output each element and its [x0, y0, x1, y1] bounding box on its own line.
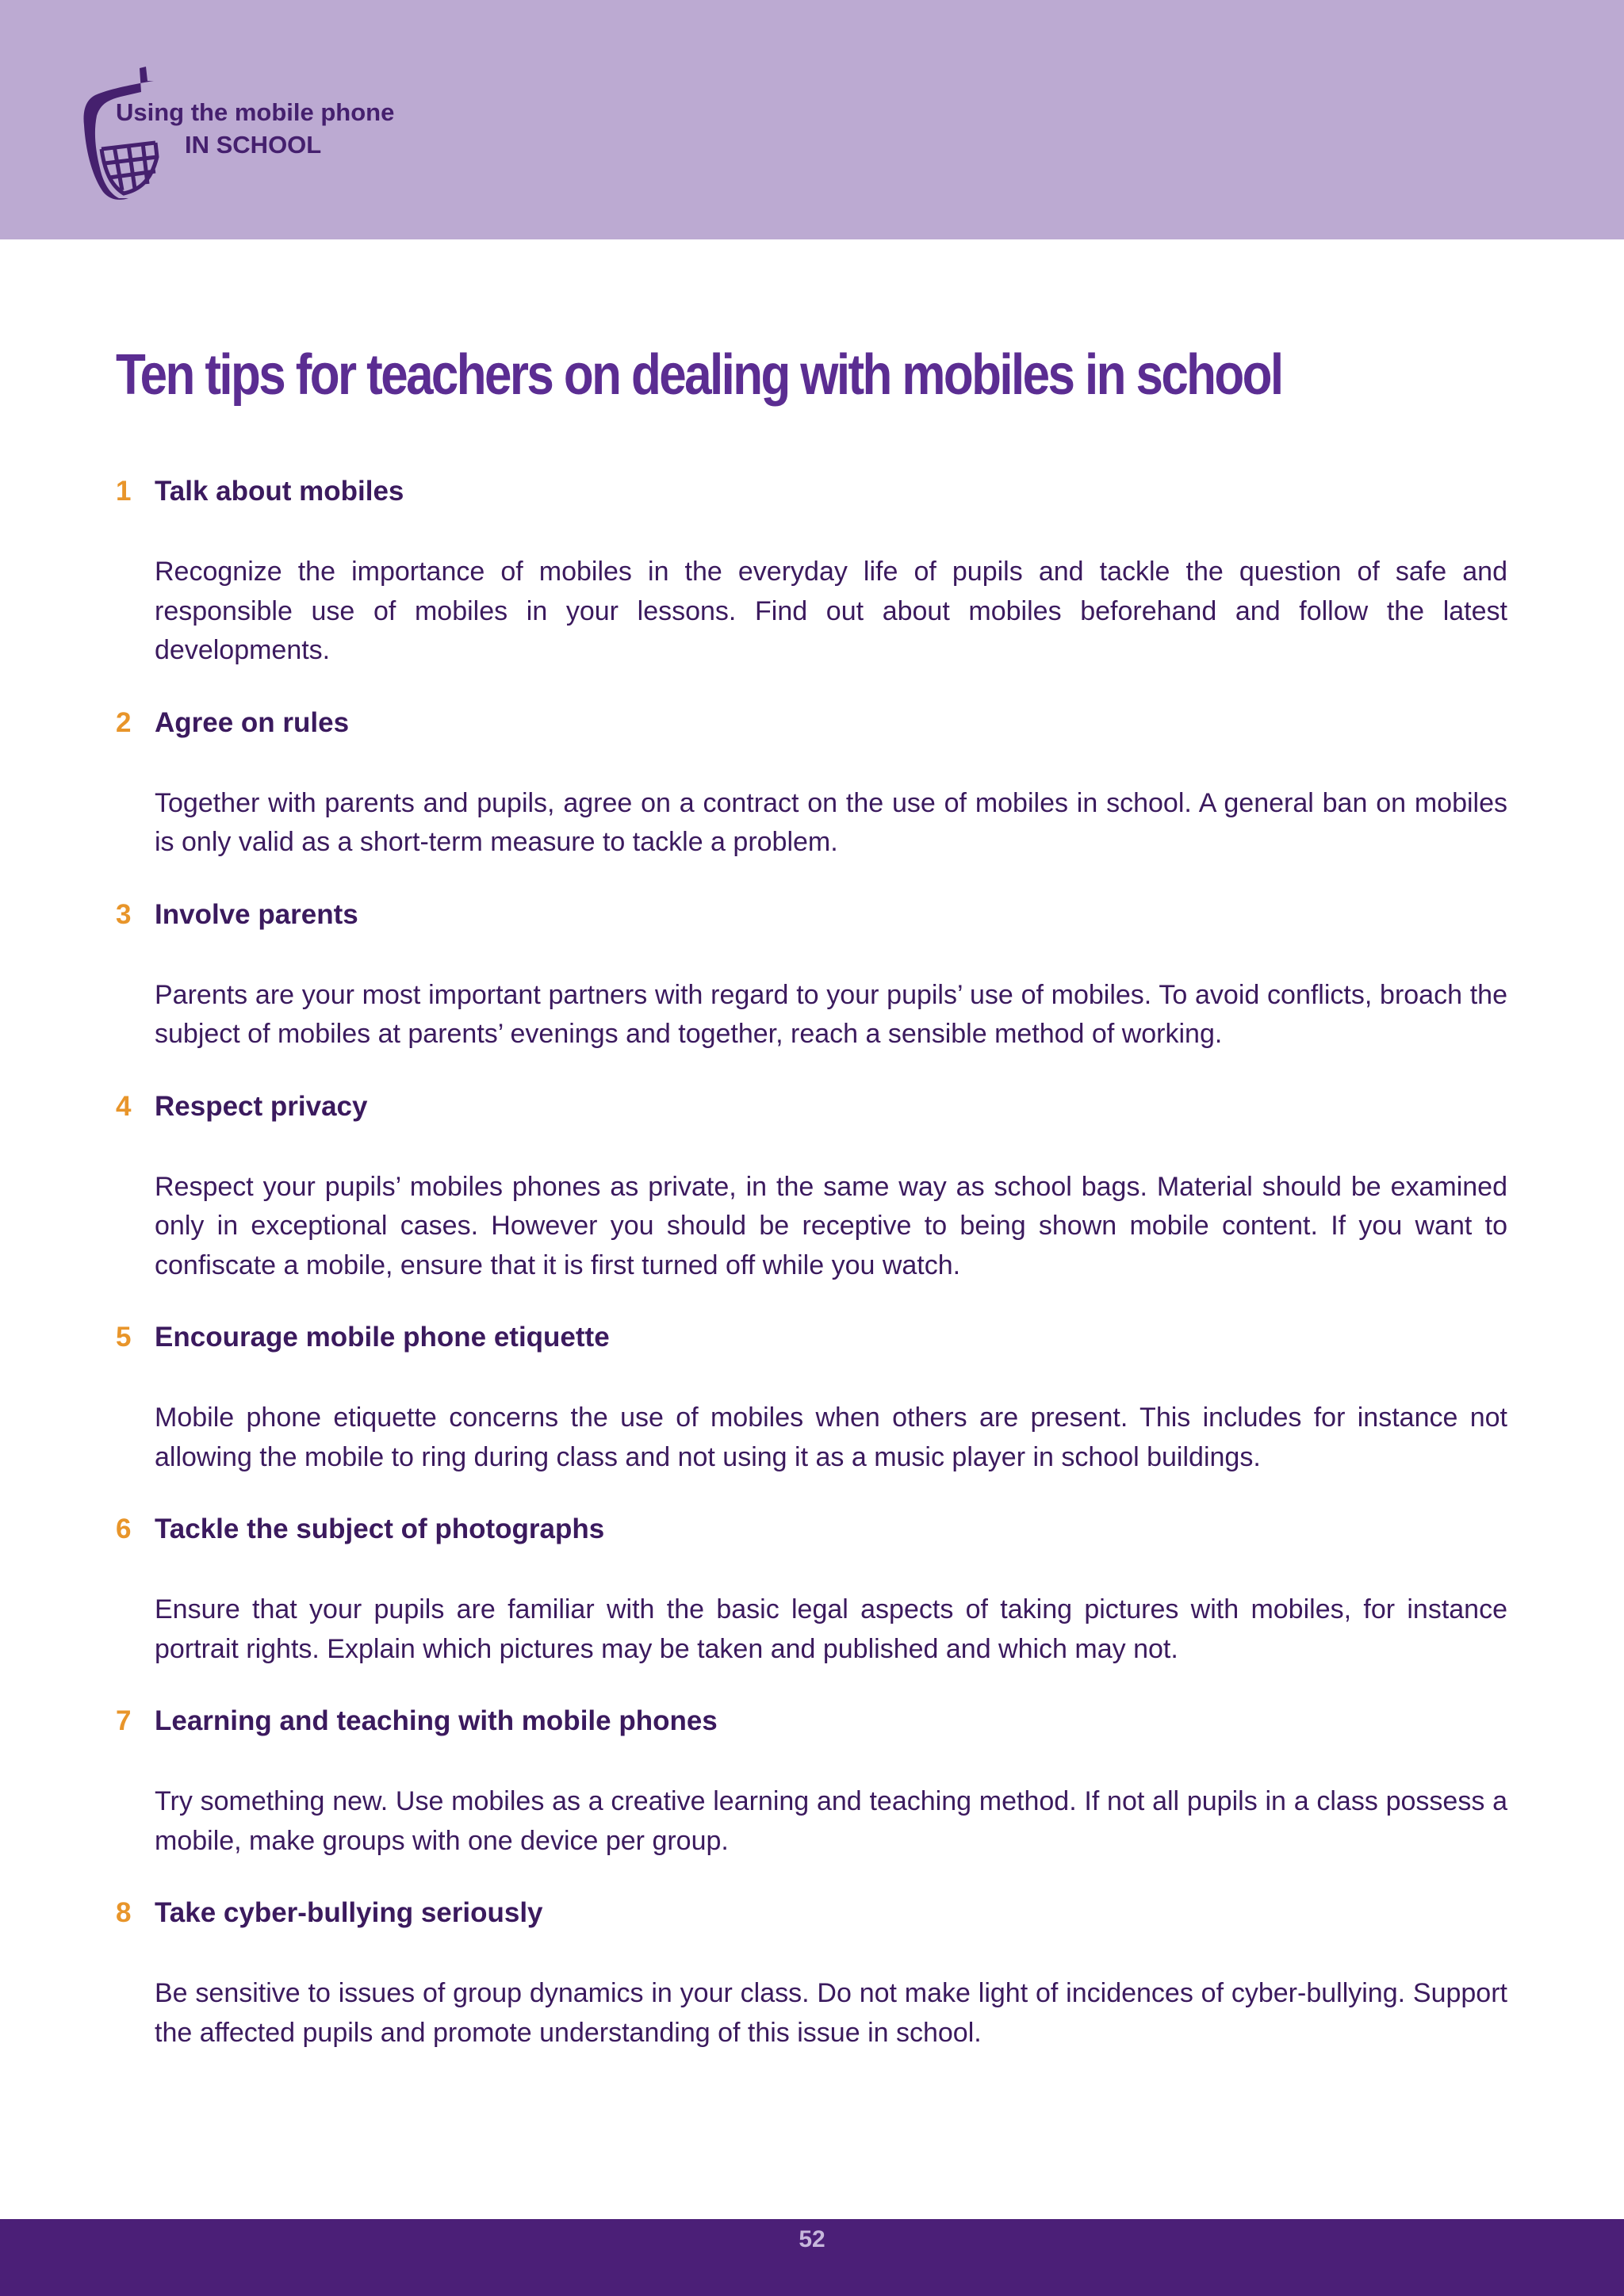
- page-title: Ten tips for teachers on dealing with mobiles in school: [116, 343, 1282, 407]
- tip-item: [0, 1705, 1624, 1861]
- tip-number: 8: [116, 1897, 132, 1928]
- logo: [78, 63, 442, 206]
- tip-heading: [0, 899, 1624, 940]
- tip-heading: [0, 1091, 1624, 1132]
- tip-heading: [0, 1322, 1624, 1363]
- tip-title: Learning and teaching with mobile phones: [155, 1705, 718, 1736]
- tip-number: 3: [116, 898, 132, 930]
- tip-text: Parents are your most important partners with regard to your pupils’ use of mobiles. To avoid conflicts, broach the subject of mobiles at parents’ evenings and together, reach a sensible method of working.: [155, 979, 1507, 1049]
- tip-item: [0, 1322, 1624, 1477]
- logo-text-line1: Using the mobile phone: [116, 98, 395, 126]
- tip-text: Mobile phone etiquette concerns the use of mobiles when others are present. This includes for instance not allowing the mobile to ring during class and not using it as a music player in school buildings.: [155, 1402, 1507, 1472]
- tip-heading: [0, 1705, 1624, 1747]
- tips-list: [0, 476, 1624, 2053]
- tip-number: 4: [116, 1090, 132, 1122]
- tip-item: [0, 1513, 1624, 1669]
- tip-title: Tackle the subject of photographs: [155, 1513, 605, 1544]
- tip-text: Recognize the importance of mobiles in the everyday life of pupils and tackle the question of safe and responsible use of mobiles in your lessons. Find out about mobiles beforehand and follow the latest developments.: [155, 557, 1507, 665]
- tip-text: Respect your pupils’ mobiles phones as private, in the same way as school bags. Material should be examined only in exceptional cases. However you should be receptive to being shown mobile content. If you want to confiscate a mobile, ensure that it is first turned off while you watch.: [155, 1171, 1507, 1280]
- tip-number: 1: [116, 476, 132, 507]
- tip-item: [0, 707, 1624, 863]
- tip-text: Together with parents and pupils, agree on a contract on the use of mobiles in school. A general ban on mobiles is only valid as a short-term measure to tackle a problem.: [155, 787, 1507, 857]
- logo-text-line2: IN SCHOOL: [185, 131, 322, 159]
- tip-number: 6: [116, 1513, 132, 1544]
- tip-number: 7: [116, 1705, 132, 1736]
- tip-heading: [0, 1897, 1624, 1938]
- mobile-phone-icon: [78, 63, 165, 206]
- tip-heading: [0, 707, 1624, 748]
- tip-heading: [0, 1513, 1624, 1555]
- tip-heading: [0, 476, 1624, 517]
- tip-item: [0, 1897, 1624, 2053]
- tip-text: Try something new. Use mobiles as a creative learning and teaching method. If not all pupils in a class possess a mobile, make groups with one device per group.: [155, 1786, 1507, 1856]
- tip-title: Take cyber-bullying seriously: [155, 1897, 543, 1928]
- tip-item: [0, 476, 1624, 671]
- page-number: 52: [799, 2226, 825, 2252]
- tip-text: Be sensitive to issues of group dynamics in your class. Do not make light of incidences of cyber-bullying. Support the affected pupils and promote understanding of this issue in school.: [155, 1978, 1507, 2048]
- tip-title: Involve parents: [155, 898, 358, 930]
- tip-item: [0, 899, 1624, 1054]
- tip-title: Respect privacy: [155, 1090, 368, 1122]
- tip-text: Ensure that your pupils are familiar with the basic legal aspects of taking pictures with mobiles, for instance portrait rights. Explain which pictures may be taken and published and which may not.: [155, 1594, 1507, 1664]
- tip-number: 2: [116, 706, 132, 738]
- tip-number: 5: [116, 1322, 132, 1353]
- tip-item: [0, 1091, 1624, 1286]
- tip-title: Talk about mobiles: [155, 476, 404, 507]
- tip-title: Agree on rules: [155, 706, 350, 738]
- tip-title: Encourage mobile phone etiquette: [155, 1322, 610, 1353]
